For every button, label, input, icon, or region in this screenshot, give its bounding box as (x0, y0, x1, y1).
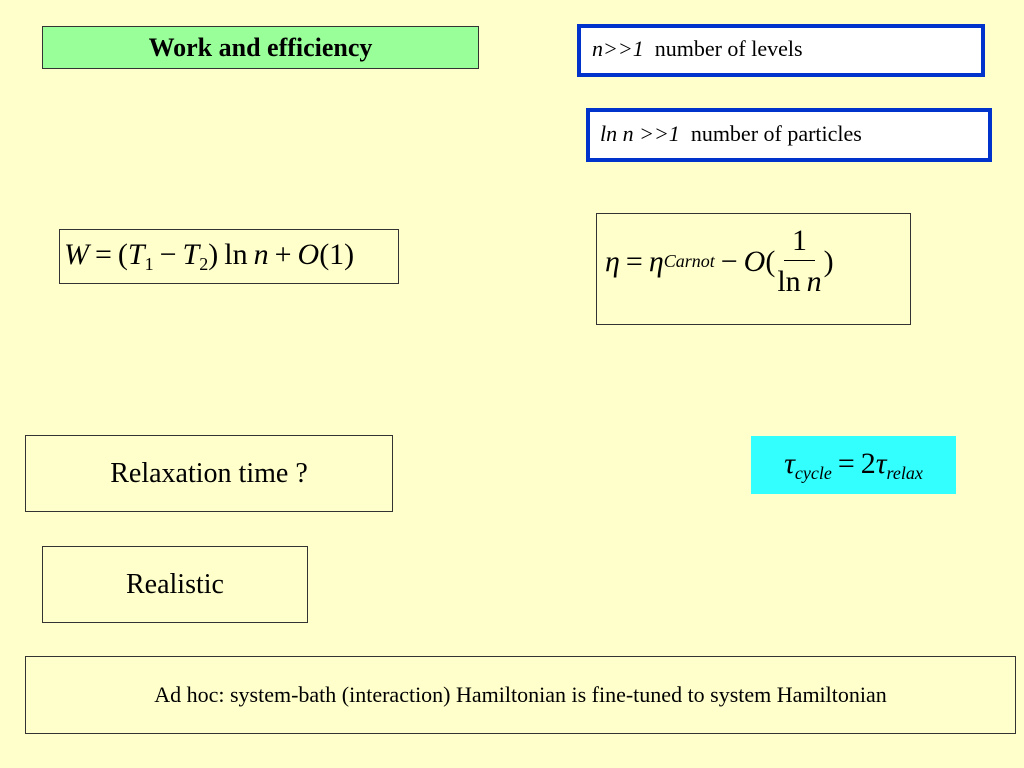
big-o-symbol: O (297, 238, 320, 271)
minus-sign: − (720, 244, 738, 278)
work-symbol: W (64, 238, 89, 271)
ln-function: ln (224, 238, 248, 271)
carnot-subscript: Carnot (663, 251, 715, 271)
levels-note (577, 24, 985, 77)
adhoc-text: Ad hoc: system-bath (interaction) Hamiltonian is fine-tuned to system Hamiltonian (154, 682, 887, 707)
particles-text: number of particles (690, 121, 862, 146)
tau-equation (751, 436, 956, 494)
fraction (777, 224, 821, 299)
close-paren: ) (823, 244, 834, 278)
t1-subscript: 1 (144, 254, 154, 274)
relax-subscript: relax (886, 462, 923, 483)
equals-sign: = (95, 238, 112, 271)
efficiency-equation (596, 213, 911, 325)
relaxation-time-label: Relaxation time ? (110, 457, 308, 489)
equals-sign: = (837, 446, 855, 480)
open-paren: ( (765, 244, 776, 278)
fraction-numerator: 1 (784, 224, 815, 261)
realistic-label: Realistic (126, 568, 224, 600)
n-symbol: n (253, 238, 269, 271)
t2-subscript: 2 (199, 254, 209, 274)
big-o-argument: (1) (319, 238, 355, 271)
t1-symbol: T (127, 238, 145, 271)
t2-symbol: T (182, 238, 200, 271)
big-o-symbol: O (743, 244, 766, 278)
cycle-subscript: cycle (794, 462, 832, 483)
eta-carnot-symbol: η (648, 244, 664, 278)
open-paren: ( (117, 238, 128, 271)
tau-formula (784, 447, 923, 484)
eta-symbol: η (605, 244, 620, 278)
realistic-box (42, 546, 308, 623)
factor-two: 2 (860, 446, 876, 480)
tau-cycle-symbol: τ (784, 446, 795, 480)
plus-sign: + (274, 238, 292, 271)
relaxation-time-box (25, 435, 393, 512)
tau-relax-symbol: τ (875, 446, 887, 480)
levels-condition: n>>1 (592, 36, 644, 61)
work-equation (59, 229, 399, 284)
close-paren: ) (208, 238, 219, 271)
adhoc-box (25, 656, 1016, 734)
n-symbol: n (806, 265, 822, 298)
equals-sign: = (625, 244, 643, 278)
particles-note (586, 108, 992, 162)
efficiency-formula (605, 224, 834, 299)
work-formula (64, 238, 354, 275)
fraction-denominator (777, 261, 821, 299)
slide-title: Work and efficiency (42, 26, 479, 69)
minus-sign: − (159, 238, 177, 271)
levels-text: number of levels (654, 36, 803, 61)
ln-function: ln (777, 265, 801, 298)
particles-condition: ln n >>1 (600, 121, 680, 146)
